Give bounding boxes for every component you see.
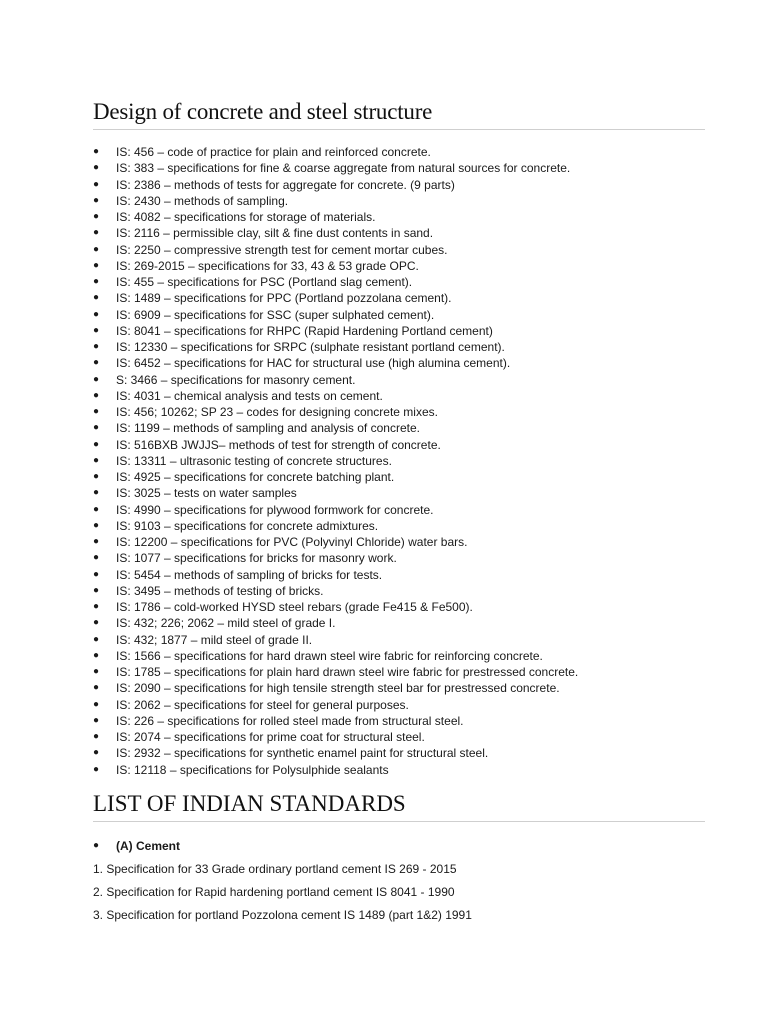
list-item [93,339,705,355]
bullet-icon: ● [93,682,100,694]
cement-spec-list [93,861,705,923]
list-item [93,469,705,485]
list-item-text: IS: 1566 – specifications for hard drawn steel wire fabric for reinforcing concrete. [116,648,543,663]
list-item [93,648,705,664]
list-item-text: IS: 2932 – specifications for synthetic enamel paint for structural steel. [116,746,489,761]
list-item [93,583,705,599]
bullet-icon: ● [93,666,100,677]
list-item-text: IS: 5454 – methods of sampling of bricks for tests. [116,567,383,582]
list-item-text: IS: 9103 – specifications for concrete admixtures. [116,518,379,533]
list-item [93,518,705,534]
list-item [93,290,705,306]
bullet-icon: ● [93,568,100,580]
bullet-icon: ● [93,438,100,450]
list-item-text: IS: 6452 – specifications for HAC for structural use (high alumina cement). [116,356,511,371]
bullet-icon: ● [93,422,100,434]
list-item [93,762,705,778]
list-item-text: IS: 4031 – chemical analysis and tests on cement. [116,388,383,403]
bullet-icon: ● [93,763,100,775]
list-item: 3. Specification for portland Pozzolona cement IS 1489 (part 1&2) 1991 [93,907,472,922]
list-item [93,453,705,469]
bullet-icon: ● [93,584,100,596]
list-item [93,388,705,404]
list-item [93,323,705,339]
list-item-text: IS: 2386 – methods of tests for aggregate for concrete. (9 parts) [116,177,455,192]
bullet-icon: ● [93,276,100,287]
list-item [93,274,705,290]
list-item [93,713,705,729]
list-item [93,664,705,680]
list-item-text: IS: 383 – specifications for fine & coarse aggregate from natural sources for concrete. [116,161,571,176]
list-item [93,485,705,501]
bullet-icon: ● [93,308,100,320]
list-item-text: IS: 455 – specifications for PSC (Portland slag cement). [116,275,413,289]
list-item [93,177,705,193]
list-item-text: IS: 2250 – compressive strength test for cement mortar cubes. [116,242,448,257]
list-item-text: IS: 12330 – specifications for SRPC (sulphate resistant portland cement). [116,340,505,354]
list-item-text: IS: 432; 226; 2062 – mild steel of grade I. [116,616,336,631]
list-item [93,420,705,436]
list-item [93,307,705,323]
list-item-text: IS: 1077 – specifications for bricks for masonry work. [116,551,397,566]
standards-list [93,144,705,778]
list-item-text: IS: 1786 – cold-worked HYSD steel rebars (grade Fe415 & Fe500). [116,600,473,614]
bullet-icon: ● [93,389,100,401]
bullet-icon: ● [93,243,100,255]
bullet-icon: ● [93,324,100,336]
list-item-text: IS: 2090 – specifications for high tensile strength steel bar for prestressed concrete. [116,681,560,696]
list-item [93,144,705,160]
list-item-text: IS: 456 – code of practice for plain and reinforced concrete. [116,145,431,159]
subheading-cement [93,838,705,854]
bullet-icon: ● [93,357,100,369]
list-item [93,729,705,745]
list-item-text: IS: 4925 – specifications for concrete batching plant. [116,470,395,484]
bullet-icon: ● [93,341,100,352]
list-item-text: IS: 1489 – specifications for PPC (Portland pozzolana cement). [116,291,452,306]
list-item-text: IS: 4082 – specifications for storage of materials. [116,210,376,224]
section-heading-indian-standards: LIST OF INDIAN STANDARDS [93,790,705,822]
list-item-text: IS: 2430 – methods of sampling. [116,193,289,208]
bullet-icon: ● [93,536,100,547]
list-item-text: IS: 432; 1877 – mild steel of grade II. [116,632,313,647]
list-item [93,567,705,583]
bullet-icon: ● [93,714,100,726]
list-item [93,160,705,176]
list-item [93,502,705,518]
bullet-icon: ● [93,633,100,645]
bullet-icon: ● [93,552,100,564]
list-item-text: IS: 226 – specifications for rolled steel made from structural steel. [116,713,464,728]
list-item-text: IS: 6909 – specifications for SSC (super sulphated cement). [116,307,435,322]
list-item-text: IS: 1785 – specifications for plain hard drawn steel wire fabric for prestressed concrete. [116,665,579,679]
bullet-icon: ● [93,487,100,499]
bullet-icon: ● [93,227,100,239]
list-item [93,225,705,241]
bullet-icon: ● [93,601,100,612]
list-item-text: IS: 516BXB JWJJS– methods of test for strength of concrete. [116,437,441,452]
list-item-text: IS: 1199 – methods of sampling and analysis of concrete. [116,421,420,436]
list-item-text: IS: 12200 – specifications for PVC (Polyvinyl Chloride) water bars. [116,535,468,549]
list-item-text: IS: 3025 – tests on water samples [116,486,297,501]
list-item [93,534,705,550]
list-item-text: IS: 4990 – specifications for plywood formwork for concrete. [116,502,434,517]
bullet-icon: ● [93,406,100,417]
bullet-icon: ● [93,194,100,206]
document-page [93,98,705,923]
list-item [93,437,705,453]
list-item-text: IS: 2062 – specifications for steel for general purposes. [116,697,409,712]
bullet-icon: ● [93,731,100,742]
list-item-text: IS: 8041 – specifications for RHPC (Rapid Hardening Portland cement) [116,323,493,338]
section-heading-design: Design of concrete and steel structure [93,98,705,130]
bullet-icon: ● [93,519,100,531]
list-item [93,615,705,631]
bullet-icon: ● [93,211,100,222]
list-item [93,355,705,371]
bullet-icon: ● [93,292,100,304]
list-item [93,550,705,566]
bullet-icon: ● [93,698,100,710]
list-item [93,242,705,258]
list-item [93,372,705,388]
list-item-text: IS: 13311 – ultrasonic testing of concrete structures. [116,453,392,468]
list-item [93,697,705,713]
bullet-icon: ● [93,747,100,759]
bullet-icon: ● [93,649,100,661]
list-item [93,209,705,225]
list-item [93,599,705,615]
list-item-text: IS: 2074 – specifications for prime coat for structural steel. [116,730,425,744]
list-item-text: IS: 269-2015 – specifications for 33, 43 & 53 grade OPC. [116,258,419,273]
bullet-icon: ● [93,503,100,515]
bullet-icon: ● [93,373,100,385]
bullet-icon: ● [93,839,100,851]
bullet-icon: ● [93,178,100,190]
list-item: 1. Specification for 33 Grade ordinary portland cement IS 269 - 2015 [93,861,457,876]
list-item-text: IS: 3495 – methods of testing of bricks. [116,583,324,598]
subheading-label: (A) Cement [116,838,181,853]
list-item-text: IS: 456; 10262; SP 23 – codes for designing concrete mixes. [116,405,438,419]
bullet-icon: ● [93,162,100,174]
list-item [93,258,705,274]
bullet-icon: ● [93,471,100,482]
list-item [93,404,705,420]
list-item [93,632,705,648]
bullet-icon: ● [93,454,100,466]
bullet-icon: ● [93,617,100,629]
list-item [93,680,705,696]
list-item: 2. Specification for Rapid hardening portland cement IS 8041 - 1990 [93,884,455,899]
list-item-text: S: 3466 – specifications for masonry cement. [116,372,356,387]
list-item [93,745,705,761]
list-item-text: IS: 12118 – specifications for Polysulphide sealants [116,762,389,777]
list-item-text: IS: 2116 – permissible clay, silt & fine dust contents in sand. [116,226,434,241]
bullet-icon: ● [93,259,100,271]
bullet-icon: ● [93,146,100,157]
list-item [93,193,705,209]
